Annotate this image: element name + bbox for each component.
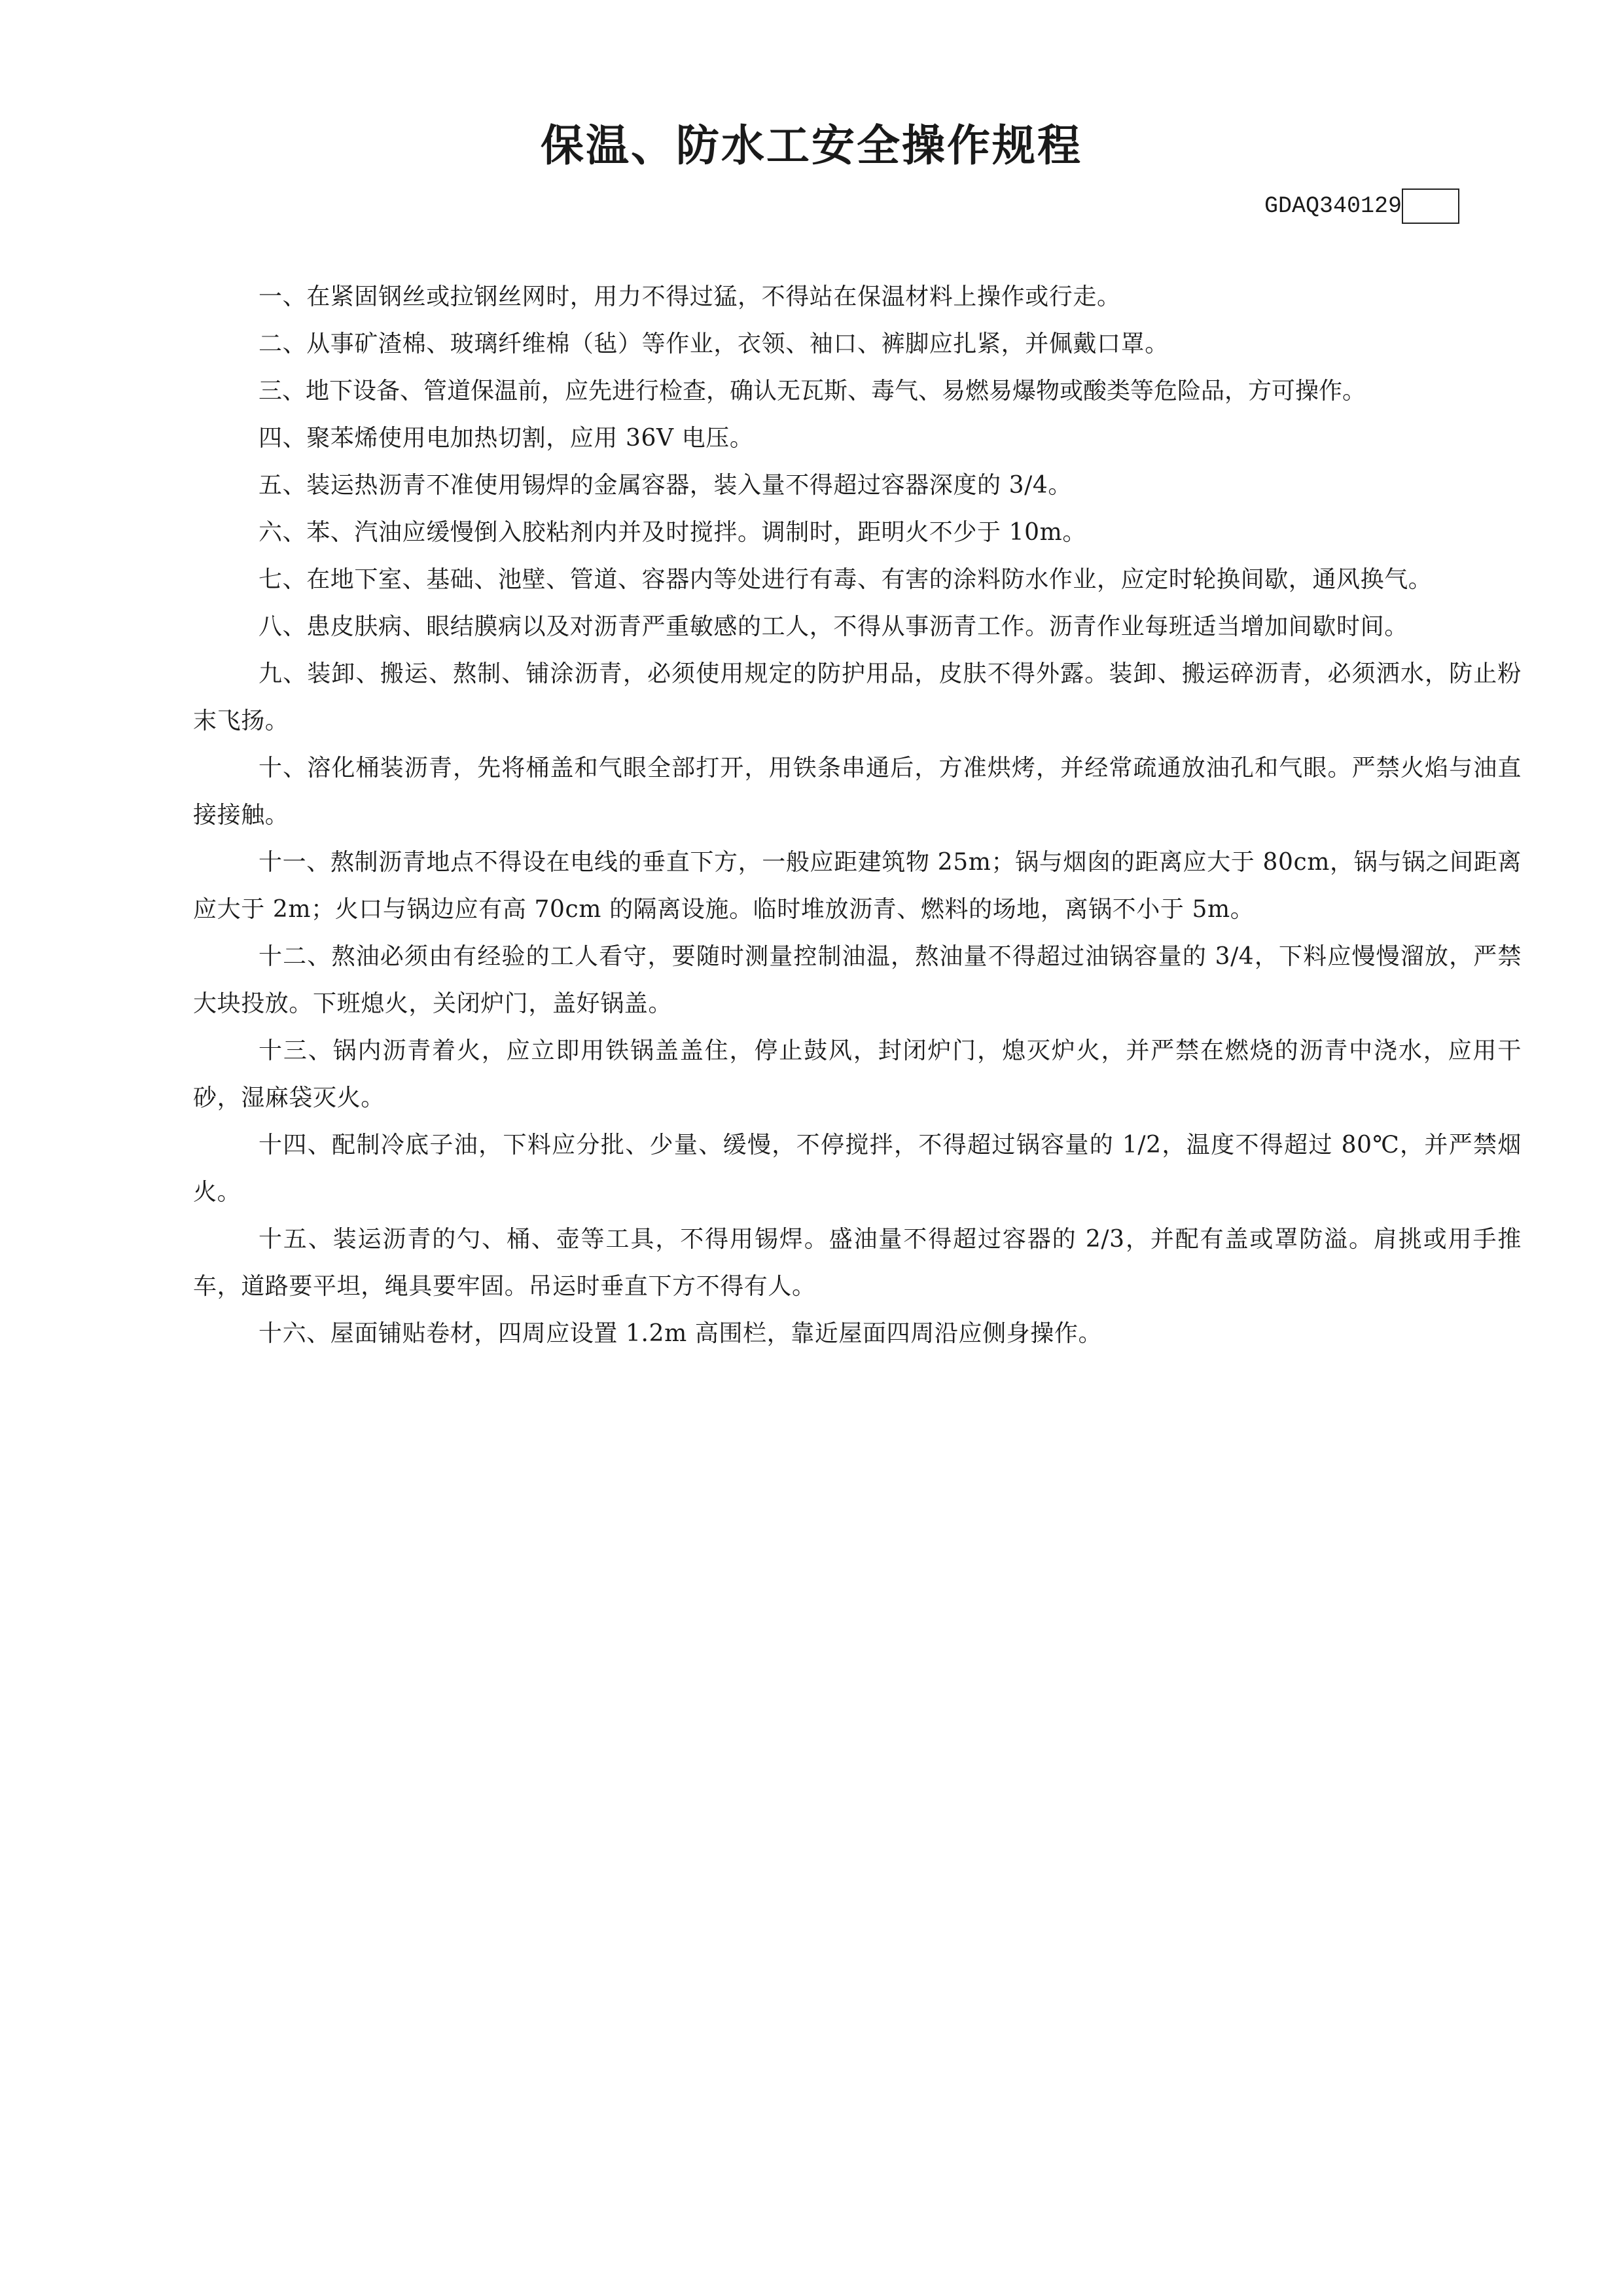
- rule-item: 七、在地下室、基础、池壁、管道、容器内等处进行有毒、有害的涂料防水作业，应定时轮换间歇，通风换气。: [259, 566, 1433, 593]
- rule-item: 十三、锅内沥青着火，应立即用铁锅盖盖住，停止鼓风，封闭炉门，熄灭炉火，并严禁在燃烧的沥青中浇水，应用干砂，湿麻袋灭火。: [193, 1037, 1522, 1111]
- rule-item: 八、患皮肤病、眼结膜病以及对沥青严重敏感的工人，不得从事沥青工作。沥青作业每班适当增加间歇时间。: [259, 613, 1408, 640]
- rule-item: 十六、屋面铺贴卷材，四周应设置 1.2m 高围栏，靠近屋面四周沿应侧身操作。: [259, 1320, 1103, 1347]
- page-title: 保温、防水工安全操作规程: [541, 120, 1082, 171]
- document-code: GDAQ340129: [1264, 193, 1402, 219]
- rule-item: 十二、熬油必须由有经验的工人看守，要随时测量控制油温，熬油量不得超过油锅容量的 3/4，下料应慢慢溜放，严禁大块投放。下班熄火，关闭炉门，盖好锅盖。: [193, 943, 1522, 1017]
- rule-item: 十五、装运沥青的勺、桶、壶等工具，不得用锡焊。盛油量不得超过容器的 2/3，并配有盖或罩防溢。肩挑或用手推车，道路要平坦，绳具要牢固。吊运时垂直下方不得有人。: [193, 1226, 1522, 1300]
- rule-item: 四、聚苯烯使用电加热切割，应用 36V 电压。: [259, 425, 754, 452]
- rule-item: 十一、熬制沥青地点不得设在电线的垂直下方，一般应距建筑物 25m；锅与烟囱的距离应大于 80cm，锅与锅之间距离应大于 2m；火口与锅边应有高 70cm 的隔离设施。临时堆放沥青、燃料的场地，离锅不小于 5m。: [193, 849, 1522, 923]
- rule-item: 五、装运热沥青不准使用锡焊的金属容器，装入量不得超过容器深度的 3/4。: [259, 472, 1072, 499]
- rule-item: 六、苯、汽油应缓慢倒入胶粘剂内并及时搅拌。调制时，距明火不少于 10m。: [259, 519, 1086, 546]
- rule-item: 三、地下设备、管道保温前，应先进行检查，确认无瓦斯、毒气、易燃易爆物或酸类等危险品，方可操作。: [259, 378, 1366, 404]
- rule-item: 十、溶化桶装沥青，先将桶盖和气眼全部打开，用铁条串通后，方准烘烤，并经常疏通放油孔和气眼。严禁火焰与油直接接触。: [193, 755, 1522, 829]
- document-code-box: [1402, 188, 1459, 224]
- document-code-block: [1264, 186, 1459, 226]
- rule-item: 十四、配制冷底子油，下料应分批、少量、缓慢，不停搅拌，不得超过锅容量的 1/2，温度不得超过 80℃，并严禁烟火。: [193, 1132, 1522, 1206]
- rule-item: 九、装卸、搬运、熬制、铺涂沥青，必须使用规定的防护用品，皮肤不得外露。装卸、搬运碎沥青，必须洒水，防止粉末飞扬。: [193, 660, 1522, 734]
- rule-item: 一、在紧固钢丝或拉钢丝网时，用力不得过猛，不得站在保温材料上操作或行走。: [259, 283, 1121, 310]
- rule-item: 二、从事矿渣棉、玻璃纤维棉（毡）等作业，衣领、袖口、裤脚应扎紧，并佩戴口罩。: [259, 331, 1169, 357]
- safety-rules-list: [193, 274, 1522, 1357]
